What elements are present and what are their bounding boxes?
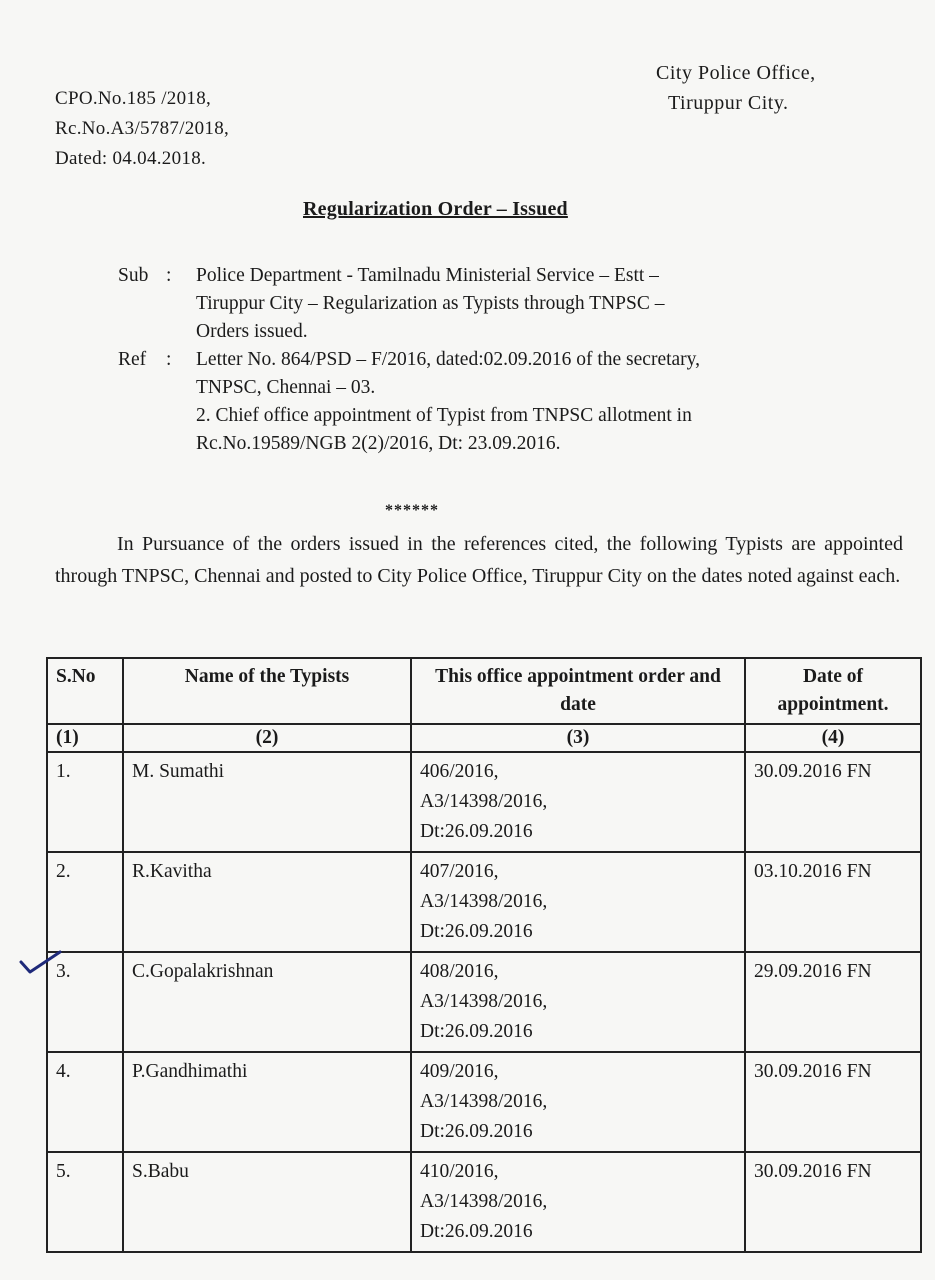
order-order-no: 409/2016,: [420, 1061, 499, 1082]
row-name: M. Sumathi: [123, 752, 411, 852]
order-order-date: Dt:26.09.2016: [420, 1221, 533, 1242]
subject: [118, 262, 878, 346]
reference-line: Letter No. 864/PSD – F/2016, dated:02.09.2016 of the secretary,: [196, 349, 701, 370]
reference-text: [196, 346, 878, 458]
column-number: (2): [123, 724, 411, 752]
table-row: [47, 852, 921, 952]
row-sno: 4.: [47, 1052, 123, 1152]
row-sno: 2.: [47, 852, 123, 952]
column-number: (4): [745, 724, 921, 752]
column-number: (1): [47, 724, 123, 752]
row-sno: 3.: [47, 952, 123, 1052]
row-order: [411, 1152, 745, 1252]
order-order-date: Dt:26.09.2016: [420, 1121, 533, 1142]
row-name: P.Gandhimathi: [123, 1052, 411, 1152]
order-file-no: A3/14398/2016,: [420, 1091, 548, 1112]
reference-label: Ref: [118, 349, 147, 370]
subject-reference-block: [118, 262, 878, 458]
order-file-no: A3/14398/2016,: [420, 991, 548, 1012]
body-paragraph: [55, 528, 903, 592]
row-name: R.Kavitha: [123, 852, 411, 952]
typists-table: [46, 657, 922, 1253]
reference-line: 2. Chief office appointment of Typist from TNPSC allotment in: [196, 405, 692, 426]
order-file-no: A3/14398/2016,: [420, 1191, 548, 1212]
order-order-no: 410/2016,: [420, 1161, 499, 1182]
reference-line: Rc.No.19589/NGB 2(2)/2016, Dt: 23.09.2016.: [196, 433, 561, 454]
table-row: [47, 1052, 921, 1152]
subject-line: Tiruppur City – Regularization as Typists through TNPSC –: [196, 293, 665, 314]
column-number: (3): [411, 724, 745, 752]
subject-text: [196, 262, 878, 346]
order-order-date: Dt:26.09.2016: [420, 821, 533, 842]
table-row: [47, 1152, 921, 1252]
checkmark-icon: [18, 948, 62, 976]
order-order-date: Dt:26.09.2016: [420, 1021, 533, 1042]
separator: ******: [385, 502, 439, 519]
subject-colon: :: [166, 265, 172, 286]
reference-colon: :: [166, 349, 172, 370]
reference: [118, 346, 878, 458]
subject-label: Sub: [118, 265, 149, 286]
row-order: [411, 1052, 745, 1152]
header-name: Name of the Typists: [123, 658, 411, 724]
table-row: [47, 952, 921, 1052]
office-address: [656, 58, 816, 118]
row-order: [411, 752, 745, 852]
row-sno: 5.: [47, 1152, 123, 1252]
order-order-date: Dt:26.09.2016: [420, 921, 533, 942]
body-paragraph-text: In Pursuance of the orders issued in the references cited, the following Typists are appointed through TNPSC, Chennai and posted to City Police Office, Tiruppur City on the dates noted against each.: [55, 533, 903, 587]
document-title: Regularization Order – Issued: [303, 198, 568, 220]
rc-number: Rc.No.A3/5787/2018,: [55, 118, 230, 139]
order-file-no: A3/14398/2016,: [420, 791, 548, 812]
table-row: [47, 752, 921, 852]
header-order: This office appointment order and date: [411, 658, 745, 724]
reference-numbers: [55, 84, 229, 174]
row-sno: 1.: [47, 752, 123, 852]
order-order-no: 408/2016,: [420, 961, 499, 982]
header-date: Date of appointment.: [745, 658, 921, 724]
header-sno: S.No: [47, 658, 123, 724]
office-city: Tiruppur City.: [668, 92, 789, 114]
cpo-number: CPO.No.185 /2018,: [55, 88, 212, 109]
subject-line: Orders issued.: [196, 321, 308, 342]
row-order: [411, 952, 745, 1052]
column-number-row: [47, 724, 921, 752]
row-name: C.Gopalakrishnan: [123, 952, 411, 1052]
dated: Dated: 04.04.2018.: [55, 148, 207, 169]
row-appointment-date: 30.09.2016 FN: [745, 752, 921, 852]
reference-line: TNPSC, Chennai – 03.: [196, 377, 376, 398]
row-name: S.Babu: [123, 1152, 411, 1252]
order-file-no: A3/14398/2016,: [420, 891, 548, 912]
row-appointment-date: 30.09.2016 FN: [745, 1052, 921, 1152]
row-appointment-date: 29.09.2016 FN: [745, 952, 921, 1052]
order-order-no: 407/2016,: [420, 861, 499, 882]
row-appointment-date: 30.09.2016 FN: [745, 1152, 921, 1252]
subject-line: Police Department - Tamilnadu Ministerial Service – Estt –: [196, 265, 659, 286]
row-order: [411, 852, 745, 952]
table-header-row: [47, 658, 921, 724]
office-name: City Police Office,: [656, 62, 816, 84]
order-order-no: 406/2016,: [420, 761, 499, 782]
row-appointment-date: 03.10.2016 FN: [745, 852, 921, 952]
